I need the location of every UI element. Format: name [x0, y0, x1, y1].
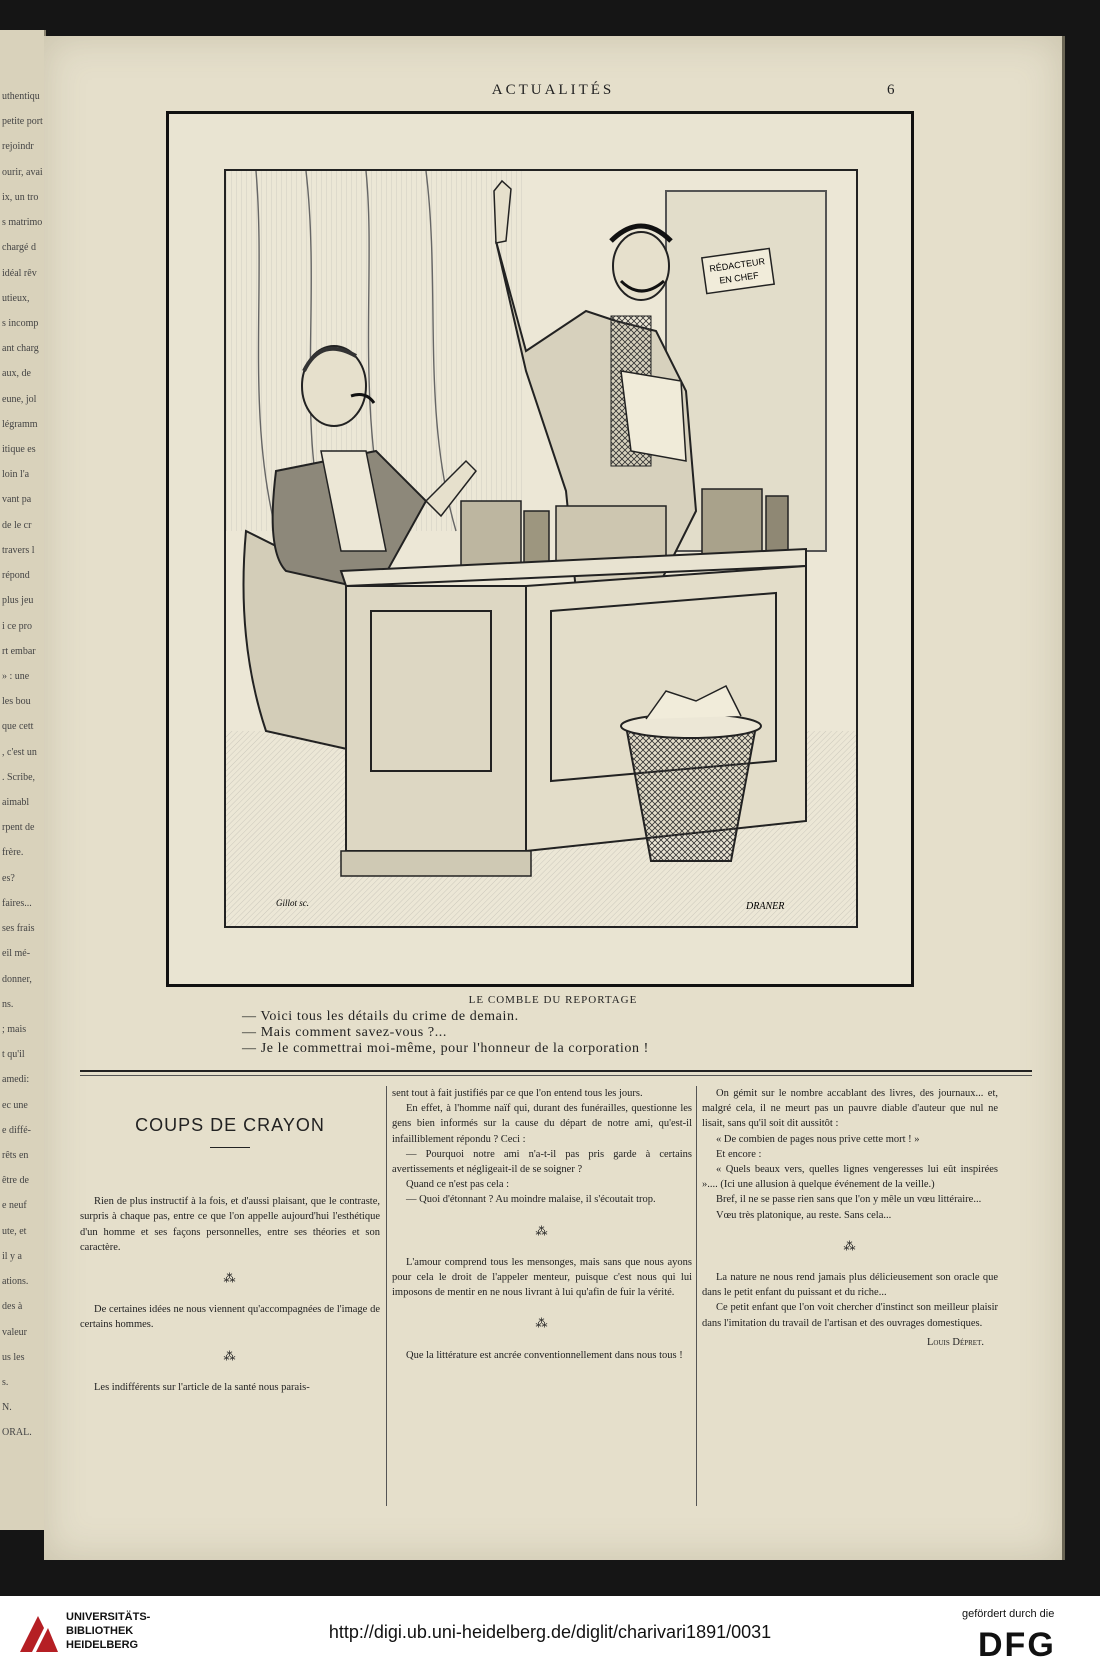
adjacent-page-text: ORAL.: [2, 1427, 32, 1439]
adjacent-page-text: » : une: [2, 670, 30, 682]
adjacent-page-text: ourir, avai: [2, 166, 43, 178]
paragraph: « Quels beaux vers, quelles lignes vengeresses lui eût inspirées ».... (Ici une allusion à quelque événement de la veille.): [702, 1164, 998, 1191]
adjacent-page-text: , c'est un: [2, 746, 37, 758]
adjacent-page-text: rejoindr: [2, 141, 34, 153]
caption-line: — Voici tous les détails du crime de demain.: [242, 1009, 519, 1024]
article-column-3: [702, 1086, 998, 1350]
viewer-footer: [0, 1596, 1100, 1674]
adjacent-page-text: rt embar: [2, 645, 36, 657]
illustration-frame: [166, 111, 914, 987]
adjacent-page-text: travers l: [2, 544, 35, 556]
adjacent-page-edge: [0, 30, 46, 1530]
adjacent-page-text: rpent de: [2, 822, 35, 834]
adjacent-page-text: itique es: [2, 444, 36, 455]
engraver-signature: Gillot sc.: [276, 898, 309, 908]
paragraph: Les indifférents sur l'article de la santé nous parais-: [94, 1381, 310, 1393]
adjacent-page-text: faires...: [2, 897, 32, 909]
article-column-1: [80, 1086, 380, 1395]
caption-title: LE COMBLE DU REPORTAGE: [468, 994, 638, 1006]
adjacent-page-text: s.: [2, 1376, 9, 1388]
paragraph: — Quoi d'étonnant ? Au moindre malaise, il s'écoutait trop.: [406, 1194, 656, 1206]
paragraph: En effet, à l'homme naïf qui, durant des funérailles, questionne les gens bien informés sur la cause du départ de notre ami, qu'est-il infailliblement répondu ? Ceci :: [392, 1103, 692, 1145]
cartoon-drawing: [226, 171, 856, 926]
paragraph: On gémit sur le nombre accablant des livres, des journaux... et, malgré cela, il ne meurt pas un pauvre diable d'auteur que nul ne lisait, sans qu'il soit dit aussitôt :: [702, 1088, 998, 1130]
adjacent-page-text: de le cr: [2, 519, 32, 531]
adjacent-page-text: uthentiqu: [2, 91, 40, 102]
section-stars: ⁂: [843, 1238, 857, 1253]
paragraph: sent tout à fait justifiés par ce que l'on entend tous les jours.: [392, 1088, 643, 1099]
adjacent-page-text: ations.: [2, 1276, 29, 1288]
library-name-line: HEIDELBERG: [66, 1639, 139, 1651]
author-signature: Louis Dépret.: [927, 1336, 984, 1348]
paragraph: Ce petit enfant que l'on voit chercher d'instinct son meilleur plaisir dans l'imitation du travail de l'artisan et des ouvrages domestiques.: [702, 1302, 998, 1329]
adjacent-page-text: chargé d: [2, 242, 36, 254]
adjacent-page-text: N.: [2, 1402, 12, 1414]
heading-dash: [210, 1147, 250, 1148]
adjacent-page-text: eil mé-: [2, 948, 31, 960]
paragraph: « De combien de pages nous prive cette mort ! »: [716, 1133, 920, 1145]
adjacent-page-text: frère.: [2, 847, 24, 859]
column-separator: [696, 1086, 697, 1506]
paragraph: De certaines idées ne nous viennent qu'accompagnées de l'image de certains hommes.: [80, 1304, 380, 1331]
adjacent-page-text: ec une: [2, 1099, 28, 1111]
adjacent-page-text: es?: [2, 872, 15, 884]
adjacent-page-text: petite port: [2, 116, 43, 128]
section-rule: [80, 1070, 1032, 1072]
section-stars: ⁂: [535, 1316, 549, 1331]
adjacent-page-text: les bou: [2, 696, 31, 708]
adjacent-page-text: ; mais: [2, 1023, 27, 1035]
adjacent-page-text: idéal rêv: [2, 267, 37, 279]
dfg-logo: DFG: [978, 1626, 1056, 1664]
adjacent-page-text: t qu'il: [2, 1049, 25, 1061]
adjacent-page-text: légramm: [2, 418, 38, 430]
paragraph: Que la littérature est ancrée conventionnellement dans nous tous !: [406, 1349, 683, 1361]
adjacent-page-text: s incomp: [2, 317, 39, 329]
section-rule-thin: [80, 1075, 1032, 1076]
paragraph: Et encore :: [716, 1148, 762, 1160]
adjacent-page-text: eune, jol: [2, 393, 37, 405]
section-stars: ⁂: [535, 1223, 549, 1238]
paragraph: — Pourquoi notre ami n'a-t-il pas pris garde à certains avertissements et négligeait-il de se soigner ?: [392, 1148, 692, 1176]
adjacent-page-text: plus jeu: [2, 595, 34, 607]
adjacent-page-text: valeur: [2, 1326, 27, 1338]
cartoon-illustration: [224, 169, 858, 928]
adjacent-page-text: e neuf: [2, 1200, 27, 1212]
adjacent-page-text: i ce pro: [2, 620, 32, 632]
library-name-line: BIBLIOTHEK: [66, 1625, 134, 1637]
adjacent-page-text: ns.: [2, 998, 14, 1010]
adjacent-page-text: ix, un tro: [2, 191, 39, 203]
adjacent-page-text: ute, et: [2, 1225, 27, 1237]
adjacent-page-text: être de: [2, 1175, 29, 1187]
section-stars: ⁂: [223, 1348, 237, 1363]
adjacent-page-text: des à: [2, 1301, 23, 1313]
adjacent-page-text: il y a: [2, 1250, 22, 1262]
newspaper-page: [44, 36, 1065, 1560]
article-column-2: [392, 1086, 692, 1363]
column-separator: [386, 1086, 387, 1506]
section-stars: ⁂: [223, 1271, 237, 1286]
artist-signature: DRANER: [746, 901, 785, 912]
adjacent-page-text: que cett: [2, 721, 34, 733]
adjacent-page-text: . Scribe,: [2, 771, 36, 783]
adjacent-page-text: ses frais: [2, 923, 35, 935]
caption-line: — Mais comment savez-vous ?...: [242, 1025, 448, 1040]
paragraph: La nature ne nous rend jamais plus délicieusement son oracle que dans le petit enfant du puissant et du riche...: [702, 1272, 998, 1299]
adjacent-page-text: rêts en: [2, 1150, 29, 1162]
paragraph: Bref, il ne se passe rien sans que l'on y mêle un vœu littéraire...: [716, 1194, 982, 1206]
adjacent-page-text: utieux,: [2, 292, 30, 304]
adjacent-page-text: aimabl: [2, 797, 30, 808]
caption-line: — Je le commettrai moi-même, pour l'honneur de la corporation !: [242, 1041, 649, 1056]
library-name-line: UNIVERSITÄTS-: [66, 1611, 151, 1623]
paragraph: Quand ce n'est pas cela :: [406, 1179, 510, 1191]
adjacent-page-text: donner,: [2, 973, 32, 985]
funded-by-label: gefördert durch die: [962, 1608, 1055, 1620]
adjacent-page-text: loin l'a: [2, 469, 30, 481]
door-sign-line-2: EN CHEF: [718, 270, 760, 286]
adjacent-page-text: amedi:: [2, 1074, 30, 1086]
running-head: ACTUALITÉS: [491, 82, 615, 98]
adjacent-page-text: e diffé-: [2, 1124, 31, 1136]
adjacent-page-text: répond: [2, 570, 30, 582]
door-sign-line-1: RÉDACTEUR: [708, 256, 766, 274]
paragraph: Vœu très platonique, au reste. Sans cela...: [716, 1209, 892, 1221]
paragraph: Rien de plus instructif à la fois, et d'aussi plaisant, que le contraste, surpris à chaque pas, entre ce que l'on appelle aujourd'hui l'esthétique d'un homme et ses façons personnelles, entre ses théories et son caractère.: [80, 1196, 380, 1253]
adjacent-page-text: s matrimo: [2, 217, 43, 229]
paragraph: L'amour comprend tous les mensonges, mais sans que nous ayons pour cela le droit de l'appeler menteur, puisque c'est nous qui lui imposons de mentir en ne nous livrant à lui qu'afin de fuir la vérité.: [392, 1256, 692, 1299]
adjacent-page-text: vant pa: [2, 494, 32, 506]
permalink-url[interactable]: http://digi.ub.uni-heidelberg.de/diglit/charivari1891/0031: [328, 1622, 772, 1642]
adjacent-page-text: us les: [2, 1351, 25, 1363]
article-heading: COUPS DE CRAYON: [135, 1115, 325, 1135]
page-number: 6: [887, 82, 895, 98]
adjacent-page-text: ant charg: [2, 343, 39, 355]
adjacent-page-text: aux, de: [2, 368, 31, 380]
